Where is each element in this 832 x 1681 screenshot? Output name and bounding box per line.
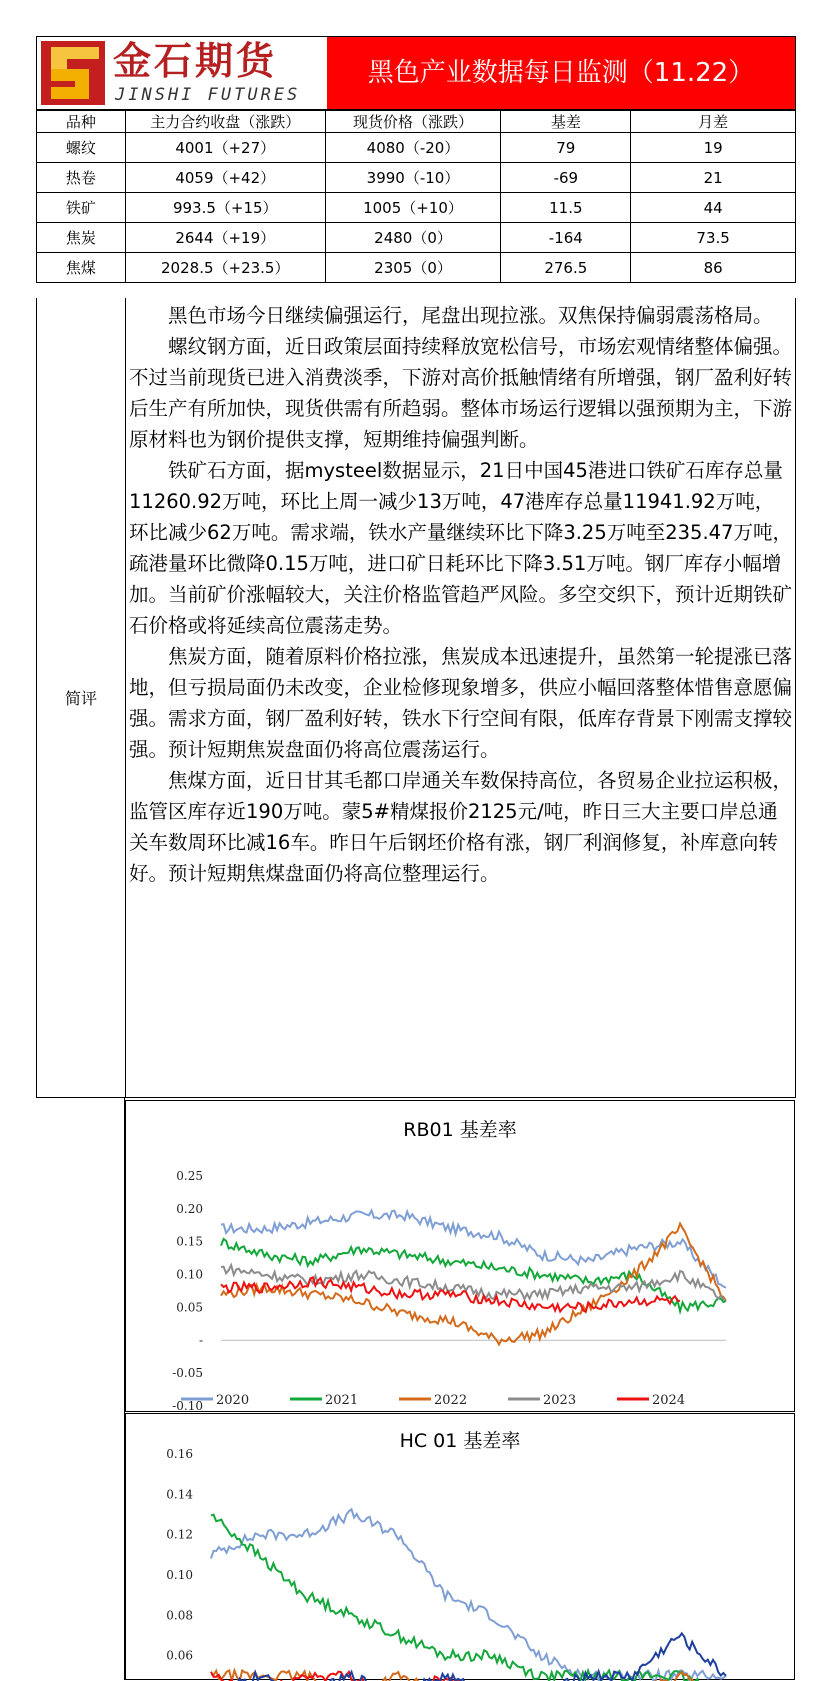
y-tick-label: - — [199, 1333, 203, 1347]
commentary-paragraph-rebar: 螺纹钢方面，近日政策层面持续释放宽松信号，市场宏观情绪整体偏强。不过当前现货已进入消费淡季，下游对高价抵触情绪有所增强，钢厂盈利好转后生产有所加快，现货供需有所趋弱。整体市场运行逻辑以强预期为主，下游原材料也为钢价提供支撑，短期维持偏强判断。 — [129, 331, 793, 455]
legend-label: 2022 — [434, 1393, 467, 1408]
legend-label: 2024 — [652, 1393, 685, 1408]
cell-variety: 热卷 — [37, 163, 126, 193]
cell-month-spread: 19 — [631, 133, 796, 163]
cell-basis: 11.5 — [501, 193, 631, 223]
logo-english-name: JINSHI FUTURES — [115, 85, 300, 105]
legend-label: 2020 — [216, 1393, 249, 1408]
y-tick-label: 0.25 — [176, 1169, 203, 1183]
report-title: 黑色产业数据每日监测（11.22） — [327, 37, 795, 109]
cell-spot-price: 2305（0） — [325, 253, 501, 283]
cell-main-contract: 993.5（+15） — [125, 193, 325, 223]
commentary-label: 简评 — [37, 298, 126, 1097]
hc01-chart-title: HC 01 基差率 — [126, 1426, 794, 1453]
hc01-chart-svg — [126, 1414, 794, 1681]
report-frame — [36, 36, 796, 1680]
table-row — [37, 253, 796, 283]
cell-basis: -164 — [501, 223, 631, 253]
y-tick-label: 0.10 — [166, 1568, 193, 1582]
commentary-paragraph-coke: 焦炭方面，随着原料价格拉涨，焦炭成本迅速提升，虽然第一轮提涨已落地，但亏损局面仍未改变，企业检修现象增多，供应小幅回落整体惜售意愿偏强。需求方面，钢厂盈利好转，铁水下行空间有限，低库存背景下刚需支撑较强。预计短期焦炭盘面仍将高位震荡运行。 — [129, 641, 793, 765]
y-tick-label: 0.12 — [166, 1528, 193, 1542]
y-tick-label: 0.15 — [176, 1235, 203, 1249]
y-tick-label: 0.16 — [166, 1447, 193, 1461]
header-spot-price: 现货价格（涨跌） — [325, 111, 501, 133]
y-tick-label: 0.14 — [166, 1487, 193, 1501]
table-row — [37, 223, 796, 253]
rb01-chart — [125, 1100, 795, 1412]
logo-mark-icon — [41, 41, 105, 105]
y-tick-label: -0.10 — [172, 1399, 203, 1411]
rb01-chart-title: RB01 基差率 — [126, 1115, 794, 1142]
legend-label: 2021 — [325, 1393, 358, 1408]
y-tick-label: 0.20 — [176, 1202, 203, 1216]
cell-month-spread: 21 — [631, 163, 796, 193]
header-variety: 品种 — [37, 111, 126, 133]
table-header-row — [37, 111, 796, 133]
cell-variety: 焦炭 — [37, 223, 126, 253]
y-tick-label: 0.05 — [176, 1300, 203, 1314]
header-main-contract: 主力合约收盘（涨跌） — [125, 111, 325, 133]
y-tick-label: 0.10 — [176, 1268, 203, 1282]
series-line-2023 — [221, 1265, 726, 1301]
cell-spot-price: 2480（0） — [325, 223, 501, 253]
cell-main-contract: 2644（+19） — [125, 223, 325, 253]
cell-month-spread: 86 — [631, 253, 796, 283]
logo-chinese-name: 金石期货 — [113, 39, 277, 83]
cell-basis: 276.5 — [501, 253, 631, 283]
cell-variety: 铁矿 — [37, 193, 126, 223]
cell-main-contract: 2028.5（+23.5） — [125, 253, 325, 283]
series-line-2024 — [221, 1277, 680, 1312]
cell-month-spread: 73.5 — [631, 223, 796, 253]
cell-basis: 79 — [501, 133, 631, 163]
company-logo — [37, 37, 327, 109]
y-tick-label: -0.05 — [172, 1366, 203, 1380]
cell-variety: 螺纹 — [37, 133, 126, 163]
rb01-chart-svg — [126, 1101, 794, 1411]
cell-spot-price: 4080（-20） — [325, 133, 501, 163]
commentary-paragraph-iron-ore: 铁矿石方面，据mysteel数据显示，21日中国45港进口铁矿石库存总量11260.92万吨，环比上周一减少13万吨，47港库存总量11941.92万吨，环比减少62万吨。需求端，铁水产量继续环比下降3.25万吨至235.47万吨，疏港量环比微降0.15万吨，进口矿日耗环比下降3.51万吨。钢厂库存小幅增加。当前矿价涨幅较大，关注价格监管趋严风险。多空交织下，预计近期铁矿石价格或将延续高位震荡走势。 — [129, 455, 793, 641]
table-row — [37, 193, 796, 223]
commentary-paragraph-overview: 黑色市场今日继续偏强运行，尾盘出现拉涨。双焦保持偏弱震荡格局。 — [129, 300, 793, 331]
cell-main-contract: 4001（+27） — [125, 133, 325, 163]
y-tick-label: 0.08 — [166, 1608, 193, 1622]
cell-month-spread: 44 — [631, 193, 796, 223]
table-row — [37, 163, 796, 193]
charts-label-column — [36, 1098, 125, 1680]
header-basis: 基差 — [501, 111, 631, 133]
hc01-chart — [125, 1413, 795, 1680]
cell-spot-price: 3990（-10） — [325, 163, 501, 193]
commentary-text — [129, 300, 793, 889]
cell-spot-price: 1005（+10） — [325, 193, 501, 223]
table-row — [37, 133, 796, 163]
quotes-table — [36, 110, 796, 283]
commentary-section — [36, 298, 796, 1098]
header-month-spread: 月差 — [631, 111, 796, 133]
legend-label: 2023 — [543, 1393, 576, 1408]
y-tick-label: 0.06 — [166, 1649, 193, 1663]
commentary-paragraph-coking-coal: 焦煤方面，近日甘其毛都口岸通关车数保持高位，各贸易企业拉运积极，监管区库存近190万吨。蒙5#精煤报价2125元/吨，昨日三大主要口岸总通关车数周环比减16车。昨日午后钢坯价格有涨，钢厂利润修复，补库意向转好。预计短期焦煤盘面仍将高位整理运行。 — [129, 765, 793, 889]
cell-variety: 焦煤 — [37, 253, 126, 283]
report-header — [36, 36, 796, 110]
cell-basis: -69 — [501, 163, 631, 193]
series-line-1 — [211, 1515, 726, 1681]
cell-main-contract: 4059（+42） — [125, 163, 325, 193]
